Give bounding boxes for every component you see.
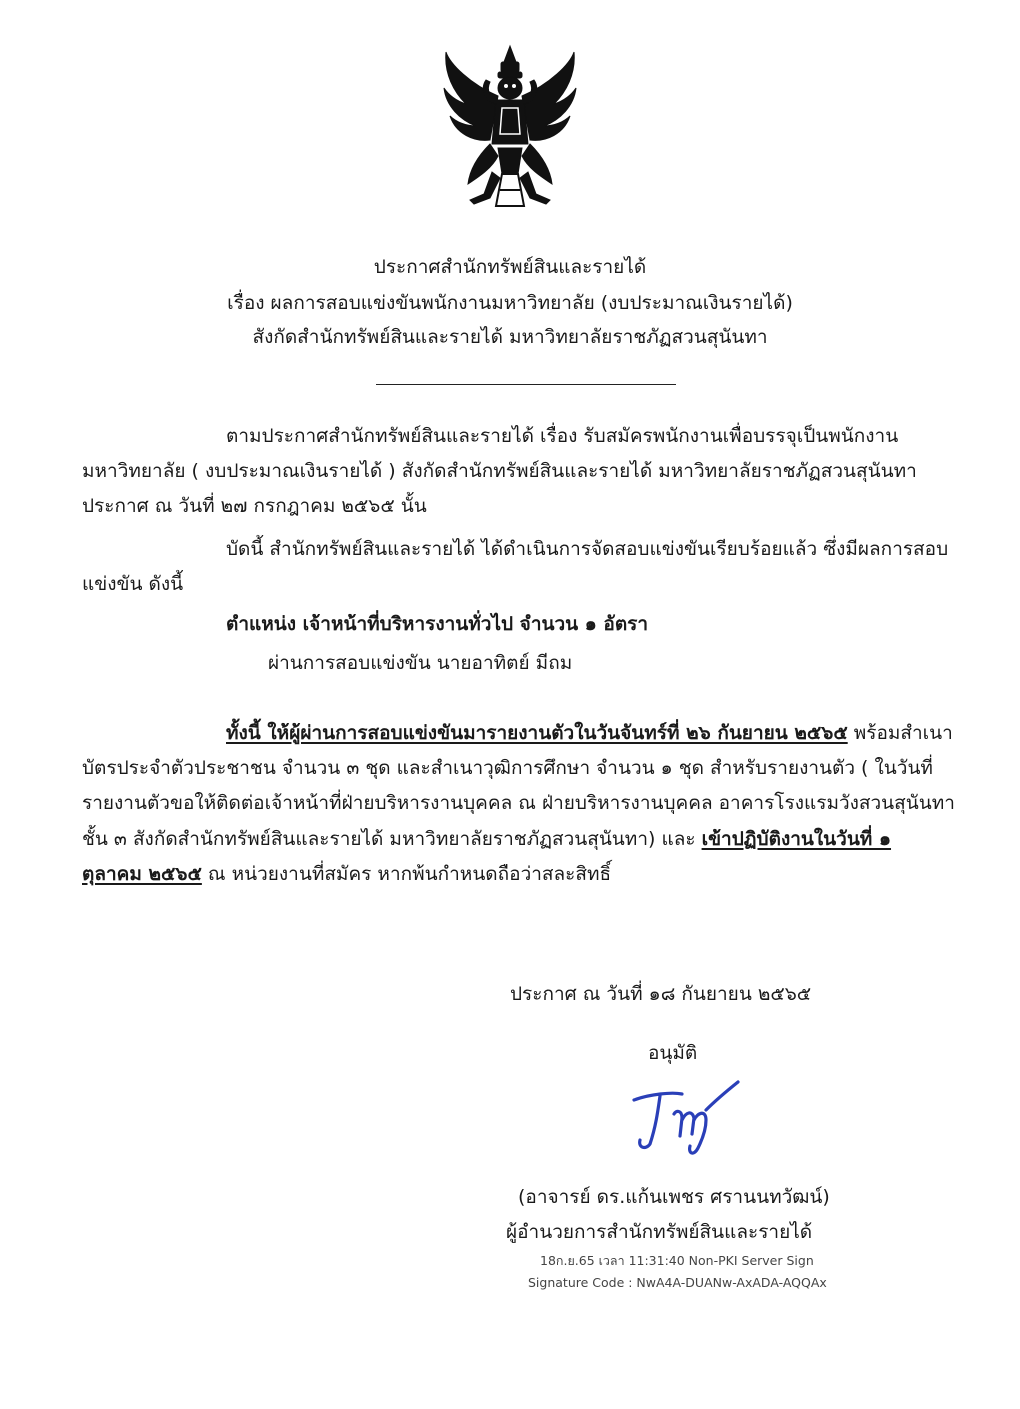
position-line: ตำแหน่ง เจ้าหน้าที่บริหารงานทั่วไป จำนวน ๑ อัตรา <box>226 613 649 635</box>
sign-meta: 18ก.ย.65 เวลา 11:31:40 Non-PKI Server Sign <box>540 1253 814 1268</box>
header-divider <box>376 384 676 385</box>
para3-line4-plain: ชั้น ๓ สังกัดสำนักทรัพย์สินและรายได้ มหาวิทยาลัยราชภัฏสวนสุนันทา) และ <box>82 828 702 850</box>
document-subject: เรื่อง ผลการสอบแข่งขันพนักงานมหาวิทยาลัย (งบประมาณเงินรายได้) <box>227 292 793 314</box>
signature-code: Signature Code : NwA4A-DUANw-AxADA-AQQAx <box>528 1275 827 1290</box>
start-work-emphasis: เข้าปฏิบัติงานในวันที่ ๑ <box>701 828 892 850</box>
announce-date: ประกาศ ณ วันที่ ๑๘ กันยายน ๒๕๖๕ <box>510 983 812 1005</box>
handwritten-signature-icon <box>620 1070 750 1160</box>
report-date-emphasis: ทั้งนี้ ให้ผู้ผ่านการสอบแข่งขันมารายงานตัวในวันจันทร์ที่ ๒๖ กันยายน ๒๕๖๕ <box>226 722 848 744</box>
para3-line4 <box>82 826 891 852</box>
para3-line5 <box>82 861 611 887</box>
para3-line2: บัตรประจำตัวประชาชน จำนวน ๓ ชุด และสำเนาวุฒิการศึกษา จำนวน ๑ ชุด สำหรับรายงานตัว ( ในวันที่ <box>82 757 933 779</box>
signatory-title: ผู้อำนวยการสำนักทรัพย์สินและรายได้ <box>506 1221 813 1243</box>
para2-line1: บัดนี้ สำนักทรัพย์สินและรายได้ ได้ดำเนินการจัดสอบแข่งขันเรียบร้อยแล้ว ซึ่งมีผลการสอบ <box>226 538 949 560</box>
para3-line1-rest: พร้อมสำเนา <box>847 722 953 744</box>
para1-line2: มหาวิทยาลัย ( งบประมาณเงินรายได้ ) สังกัดสำนักทรัพย์สินและรายได้ มหาวิทยาลัยราชภัฏสวนสุนันทา <box>82 460 917 482</box>
garuda-emblem-icon <box>440 44 580 212</box>
para3-line3: รายงานตัวขอให้ติดต่อเจ้าหน้าที่ฝ่ายบริหารงานบุคคล ณ ฝ่ายบริหารงานบุคคล อาคารโรงแรมวังสวนสุนันทา <box>82 792 955 814</box>
approve-label: อนุมัติ <box>648 1042 698 1064</box>
para3-line1 <box>226 720 953 746</box>
document-title: ประกาศสำนักทรัพย์สินและรายได้ <box>373 256 647 278</box>
para1-line1: ตามประกาศสำนักทรัพย์สินและรายได้ เรื่อง รับสมัครพนักงานเพื่อบรรจุเป็นพนักงาน <box>226 425 899 447</box>
para1-line3: ประกาศ ณ วันที่ ๒๗ กรกฎาคม ๒๕๖๕ นั้น <box>82 495 427 517</box>
document-affiliation: สังกัดสำนักทรัพย์สินและรายได้ มหาวิทยาลัยราชภัฏสวนสุนันทา <box>252 326 768 348</box>
para3-line5-rest: ณ หน่วยงานที่สมัคร หากพ้นกำหนดถือว่าสละสิทธิ์ <box>201 863 612 885</box>
start-date-emphasis: ตุลาคม ๒๕๖๕ <box>82 863 202 885</box>
signatory-name: (อาจารย์ ดร.แก้นเพชร ศรานนทวัฒน์) <box>518 1186 830 1208</box>
result-line: ผ่านการสอบแข่งขัน นายอาทิตย์ มีถม <box>268 652 573 674</box>
para2-line2: แข่งขัน ดังนี้ <box>82 573 184 595</box>
